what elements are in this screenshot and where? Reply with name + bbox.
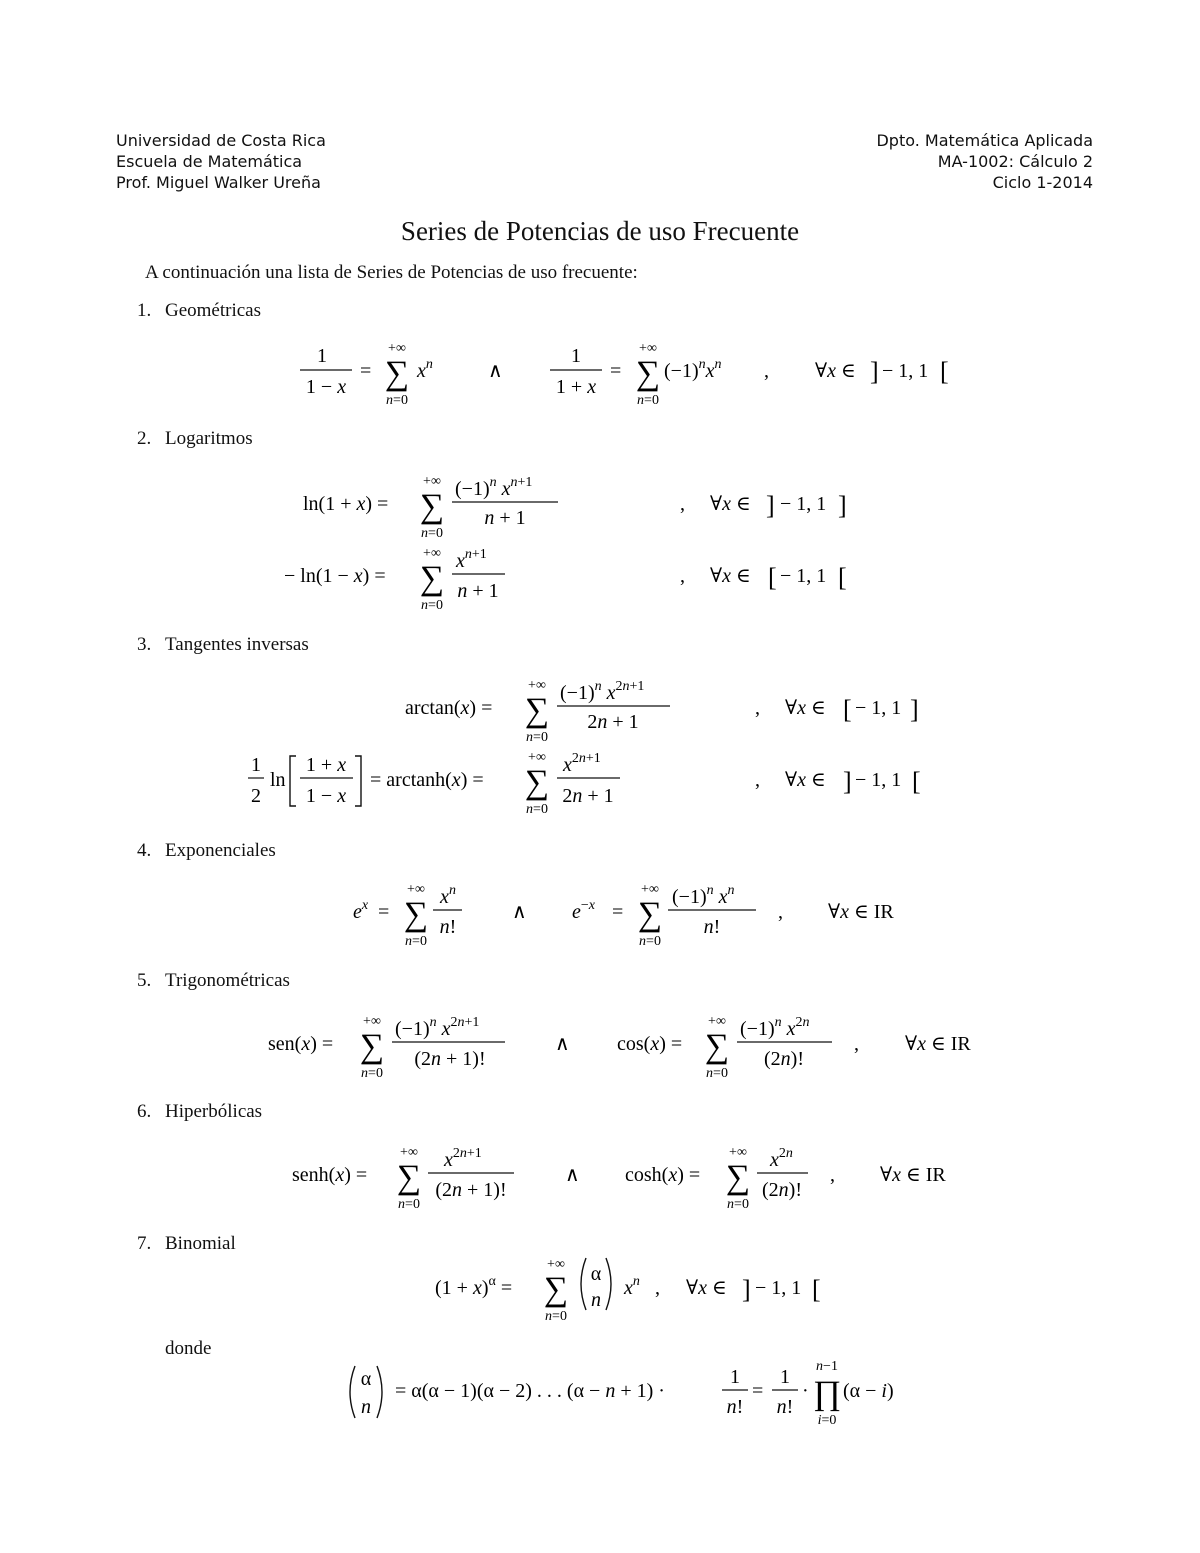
svg-text:(−1)n x2n+1: $(-1)^n$ $x^{2n+1}$: [395, 1015, 480, 1040]
course-code: MA-1002: Cálculo 2: [937, 152, 1093, 171]
svg-text:,: ,: [755, 769, 760, 791]
formula-binomial-coefficient: [350, 1359, 894, 1428]
svg-text:,: ,: [778, 901, 783, 923]
svg-text:1: 1: [730, 1366, 740, 1388]
svg-text:∧: ∧: [565, 1164, 580, 1186]
section-logaritmos: 2. Logaritmos: [137, 428, 253, 449]
svg-text:[: [: [838, 563, 847, 592]
svg-text:ex: $e^x$: [353, 898, 369, 923]
svg-text:+∞: +∞: [407, 882, 425, 897]
svg-text:∀x ∈: ∀x ∈: [785, 769, 826, 791]
svg-text:=: =: [752, 1380, 764, 1402]
svg-text:− 1, 1: − 1, 1: [882, 360, 929, 382]
svg-text:[: [: [768, 563, 777, 592]
svg-text:1 − x: 1 − x: [305, 376, 347, 398]
svg-text:∀x ∈: ∀x ∈: [710, 565, 751, 587]
page-title: Series de Potencias de uso Frecuente: [400, 216, 800, 246]
svg-text:∧: ∧: [488, 360, 503, 382]
svg-text:(−1)n xn: $(-1)^n$ $x^n$: [672, 883, 735, 908]
svg-text:+∞: +∞: [528, 678, 546, 693]
svg-text:sen(x) =: sen(x) =: [268, 1033, 334, 1055]
formula-binomial: [435, 1257, 821, 1324]
svg-text:− 1, 1: − 1, 1: [755, 1277, 802, 1299]
term: Ciclo 1-2014: [992, 173, 1093, 192]
svg-text:+∞: +∞: [400, 1145, 418, 1160]
svg-text:2n + 1: 2n + 1: [562, 785, 614, 807]
svg-text:∑: ∑: [543, 1271, 569, 1308]
svg-text:n=0: n=0: [405, 934, 427, 949]
svg-text:n!: n!: [726, 1396, 744, 1418]
svg-text:x2n+1: $x^{2n+1}$: [444, 1146, 482, 1171]
svg-text:∀x ∈: ∀x ∈: [785, 697, 826, 719]
svg-text:n=0: n=0: [386, 393, 408, 408]
svg-text:1 − x: 1 − x: [305, 785, 347, 807]
svg-text:(α − i): (α − i): [843, 1380, 894, 1402]
svg-text:+∞: +∞: [639, 341, 657, 356]
svg-text:α: α: [590, 1263, 602, 1285]
section-exponenciales: 4. Exponenciales: [137, 840, 276, 861]
svg-text:1: 1: [317, 345, 327, 367]
svg-text:n=0: n=0: [361, 1066, 383, 1081]
svg-text:=: =: [360, 360, 372, 382]
svg-text:∑: ∑: [524, 692, 550, 729]
svg-text:∑: ∑: [704, 1028, 730, 1065]
svg-text:+∞: +∞: [729, 1145, 747, 1160]
svg-text:∑: ∑: [524, 764, 550, 801]
svg-text:,: ,: [764, 360, 769, 382]
svg-text:(2n + 1)!: (2n + 1)!: [414, 1048, 486, 1070]
svg-text:∏: ∏: [813, 1375, 841, 1412]
svg-text:[: [: [812, 1275, 821, 1304]
svg-text:,: ,: [655, 1277, 660, 1299]
svg-text:= arctanh(x) =: = arctanh(x) =: [370, 769, 484, 791]
svg-text:(−1)nxn: $(-1)^nx^n$: [664, 357, 722, 382]
svg-text:+∞: +∞: [388, 341, 406, 356]
svg-text:n=0: n=0: [727, 1197, 749, 1212]
svg-text:n + 1: n + 1: [484, 507, 526, 529]
svg-text:∑: ∑: [419, 488, 445, 525]
section-trigonometricas: 5. Trigonométricas: [137, 970, 290, 991]
svg-text:∀x ∈ IR: ∀x ∈ IR: [828, 901, 894, 923]
svg-text:[: [: [843, 695, 852, 724]
professor-name: Prof. Miguel Walker Ureña: [116, 173, 321, 192]
svg-text:(−1)n xn+1: $(-1)^n$ $x^{n+1}$: [455, 475, 533, 500]
svg-text:∑: ∑: [637, 896, 663, 933]
svg-text:n=0: n=0: [639, 934, 661, 949]
svg-text:1: 1: [780, 1366, 790, 1388]
formula-log-2: [284, 546, 847, 613]
svg-text:cosh(x) =: cosh(x) =: [625, 1164, 701, 1186]
section-binomial: 7. Binomial: [137, 1233, 236, 1254]
svg-text:]: ]: [838, 491, 847, 520]
svg-text:∑: ∑: [725, 1159, 751, 1196]
svg-text:2n + 1: 2n + 1: [587, 711, 639, 733]
svg-text:1: 1: [571, 345, 581, 367]
formula-trig: [268, 1014, 971, 1081]
svg-text:]: ]: [870, 357, 879, 386]
svg-text:1 + x: 1 + x: [555, 376, 597, 398]
svg-text:senh(x) =: senh(x) =: [292, 1164, 368, 1186]
svg-text:− 1, 1: − 1, 1: [780, 565, 827, 587]
svg-text:]: ]: [742, 1275, 751, 1304]
svg-text:[: [: [940, 357, 949, 386]
department-name: Dpto. Matemática Aplicada: [876, 131, 1093, 150]
svg-text:=: =: [378, 901, 390, 923]
section-geometricas: 1. Geométricas: [137, 300, 262, 321]
formula-exponential: [353, 882, 894, 949]
svg-text:+∞: +∞: [423, 474, 441, 489]
svg-text:n + 1: n + 1: [457, 580, 499, 602]
svg-text:,: ,: [680, 493, 685, 515]
svg-text:∑: ∑: [359, 1028, 385, 1065]
svg-text:xn+1: $x^{n+1}$: [456, 547, 487, 572]
svg-text:∑: ∑: [635, 355, 661, 392]
svg-text:− 1, 1: − 1, 1: [855, 769, 902, 791]
svg-text:n=0: n=0: [637, 393, 659, 408]
svg-text:,: ,: [680, 565, 685, 587]
svg-text:∧: ∧: [555, 1033, 570, 1055]
svg-text:1 + x: 1 + x: [305, 754, 347, 776]
svg-text:=: =: [610, 360, 622, 382]
svg-text:(−1)n x2n: $(-1)^n$ $x^{2n}$: [740, 1015, 810, 1040]
university-name: Universidad de Costa Rica: [116, 131, 326, 150]
svg-text:xn: $x^n$: [417, 357, 433, 382]
svg-text:(2n)!: (2n)!: [762, 1179, 802, 1201]
formula-log-1: [303, 474, 847, 541]
svg-text:·: ·: [802, 1380, 809, 1402]
svg-text:=: =: [612, 901, 624, 923]
school-name: Escuela de Matemática: [116, 152, 303, 171]
section-hiperbolicas: 6. Hiperbólicas: [137, 1101, 263, 1122]
svg-text:n=0: n=0: [421, 598, 443, 613]
svg-text:n−1: n−1: [816, 1359, 838, 1374]
svg-text:(2n)!: (2n)!: [764, 1048, 804, 1070]
svg-text:n!: n!: [439, 916, 457, 938]
formula-arctanh: [248, 750, 921, 817]
svg-text:(1 + x)α =: $(1 + x)^\alpha$ =: [435, 1274, 513, 1299]
svg-text:n!: n!: [776, 1396, 794, 1418]
svg-text:n: n: [361, 1396, 371, 1418]
svg-text:,: ,: [755, 697, 760, 719]
svg-text:x2n: $x^{2n}$: [770, 1146, 793, 1171]
svg-text:ln(1 + x) =: ln(1 + x) =: [303, 493, 389, 515]
svg-text:+∞: +∞: [641, 882, 659, 897]
svg-text:∀x ∈ IR: ∀x ∈ IR: [905, 1033, 971, 1055]
svg-text:n: n: [591, 1289, 601, 1311]
svg-text:n!: n!: [703, 916, 721, 938]
svg-text:+∞: +∞: [528, 750, 546, 765]
formula-arctan: [405, 678, 919, 745]
svg-text:∑: ∑: [403, 896, 429, 933]
svg-text:]: ]: [843, 767, 852, 796]
svg-text:1: 1: [251, 754, 261, 776]
svg-text:e−x: $e^{-x}$: [572, 898, 596, 923]
svg-text:∀x ∈ IR: ∀x ∈ IR: [880, 1164, 946, 1186]
section-tangentes-inversas: 3. Tangentes inversas: [137, 634, 309, 655]
svg-text:∀x ∈: ∀x ∈: [686, 1277, 727, 1299]
svg-text:(−1)n x2n+1: $(-1)^n$ $x^{2n+1}$: [560, 679, 645, 704]
svg-text:− ln(1 − x) =: − ln(1 − x) =: [284, 565, 386, 587]
svg-text:∑: ∑: [396, 1159, 422, 1196]
svg-text:,: ,: [830, 1164, 835, 1186]
svg-text:n=0: n=0: [545, 1309, 567, 1324]
svg-text:∑: ∑: [384, 355, 410, 392]
svg-text:+∞: +∞: [708, 1014, 726, 1029]
svg-text:α: α: [360, 1368, 372, 1390]
svg-text:x2n+1: $x^{2n+1}$: [563, 751, 601, 776]
svg-text:cos(x) =: cos(x) =: [617, 1033, 683, 1055]
svg-text:n=0: n=0: [526, 730, 548, 745]
svg-text:[: [: [912, 767, 921, 796]
svg-text:(2n + 1)!: (2n + 1)!: [435, 1179, 507, 1201]
svg-text:]: ]: [910, 695, 919, 724]
svg-text:∧: ∧: [512, 901, 527, 923]
donde-text: donde: [165, 1338, 212, 1359]
svg-text:]: ]: [766, 491, 775, 520]
svg-text:n=0: n=0: [398, 1197, 420, 1212]
svg-text:+∞: +∞: [363, 1014, 381, 1029]
svg-text:arctan(x) =: arctan(x) =: [405, 697, 493, 719]
intro-text: A continuación una lista de Series de Potencias de uso frecuente:: [145, 262, 638, 283]
formula-hyperbolic: [292, 1145, 946, 1212]
svg-text:i=0: i=0: [817, 1413, 837, 1428]
svg-text:xn: $x^n$: [440, 883, 456, 908]
svg-text:n=0: n=0: [706, 1066, 728, 1081]
svg-text:− 1, 1: − 1, 1: [855, 697, 902, 719]
svg-text:n=0: n=0: [421, 526, 443, 541]
svg-text:∀x ∈: ∀x ∈: [710, 493, 751, 515]
svg-text:,: ,: [854, 1033, 859, 1055]
svg-text:∑: ∑: [419, 560, 445, 597]
svg-text:+∞: +∞: [423, 546, 441, 561]
svg-text:∀x ∈: ∀x ∈: [815, 360, 856, 382]
svg-text:+∞: +∞: [547, 1257, 565, 1272]
svg-text:n=0: n=0: [526, 802, 548, 817]
svg-text:xn: $x^n$: [624, 1274, 640, 1299]
svg-text:= α(α − 1)(α − 2) . . . (α − n: = α(α − 1)(α − 2) . . . (α − n + 1) ·: [395, 1380, 665, 1402]
svg-text:2: 2: [251, 785, 261, 807]
svg-text:ln: ln: [270, 769, 286, 791]
svg-text:− 1, 1: − 1, 1: [780, 493, 827, 515]
formula-geometric: [300, 341, 949, 408]
